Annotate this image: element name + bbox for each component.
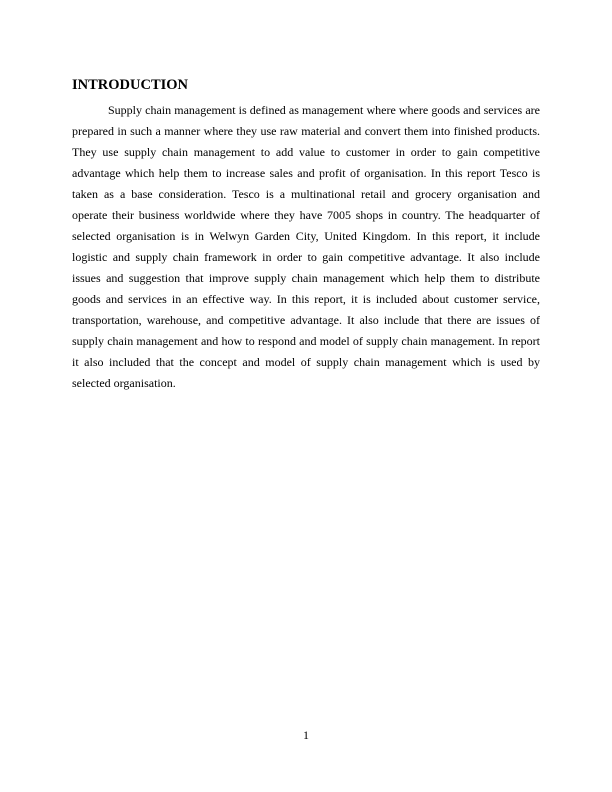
section-heading: INTRODUCTION [72, 77, 189, 93]
page-number: 1 [303, 728, 309, 742]
paragraph-line: selected organisation is in Welwyn Garden City, United Kingdom. In this report, it include [72, 229, 540, 243]
paragraph-line: advantage which help them to increase sales and profit of organisation. In this report Tesco is [72, 166, 540, 180]
paragraph-line: taken as a base consideration. Tesco is a multinational retail and grocery organisation and [72, 187, 540, 201]
paragraph-line: Supply chain management is defined as management where where goods and services are [108, 103, 540, 117]
paragraph-line: issues and suggestion that improve supply chain management which help them to distribute [72, 271, 540, 285]
paragraph-line: logistic and supply chain framework in order to gain competitive advantage. It also include [72, 250, 540, 264]
paragraph-line: it also included that the concept and model of supply chain management which is used by [72, 355, 540, 369]
paragraph-line: transportation, warehouse, and competitive advantage. It also include that there are issues of [72, 313, 540, 327]
paragraph-line: They use supply chain management to add value to customer in order to gain competitive [72, 145, 540, 159]
paragraph-line: supply chain management and how to respond and model of supply chain management. In report [72, 334, 540, 348]
paragraph-line: selected organisation. [72, 376, 176, 390]
paragraph-line: goods and services in an effective way. In this report, it is included about customer service, [72, 292, 540, 306]
paragraph-line: prepared in such a manner where they use raw material and convert them into finished products. [72, 124, 540, 138]
paragraph-line: operate their business worldwide where they have 7005 shops in country. The headquarter of [72, 208, 540, 222]
introduction-paragraph [72, 100, 540, 394]
